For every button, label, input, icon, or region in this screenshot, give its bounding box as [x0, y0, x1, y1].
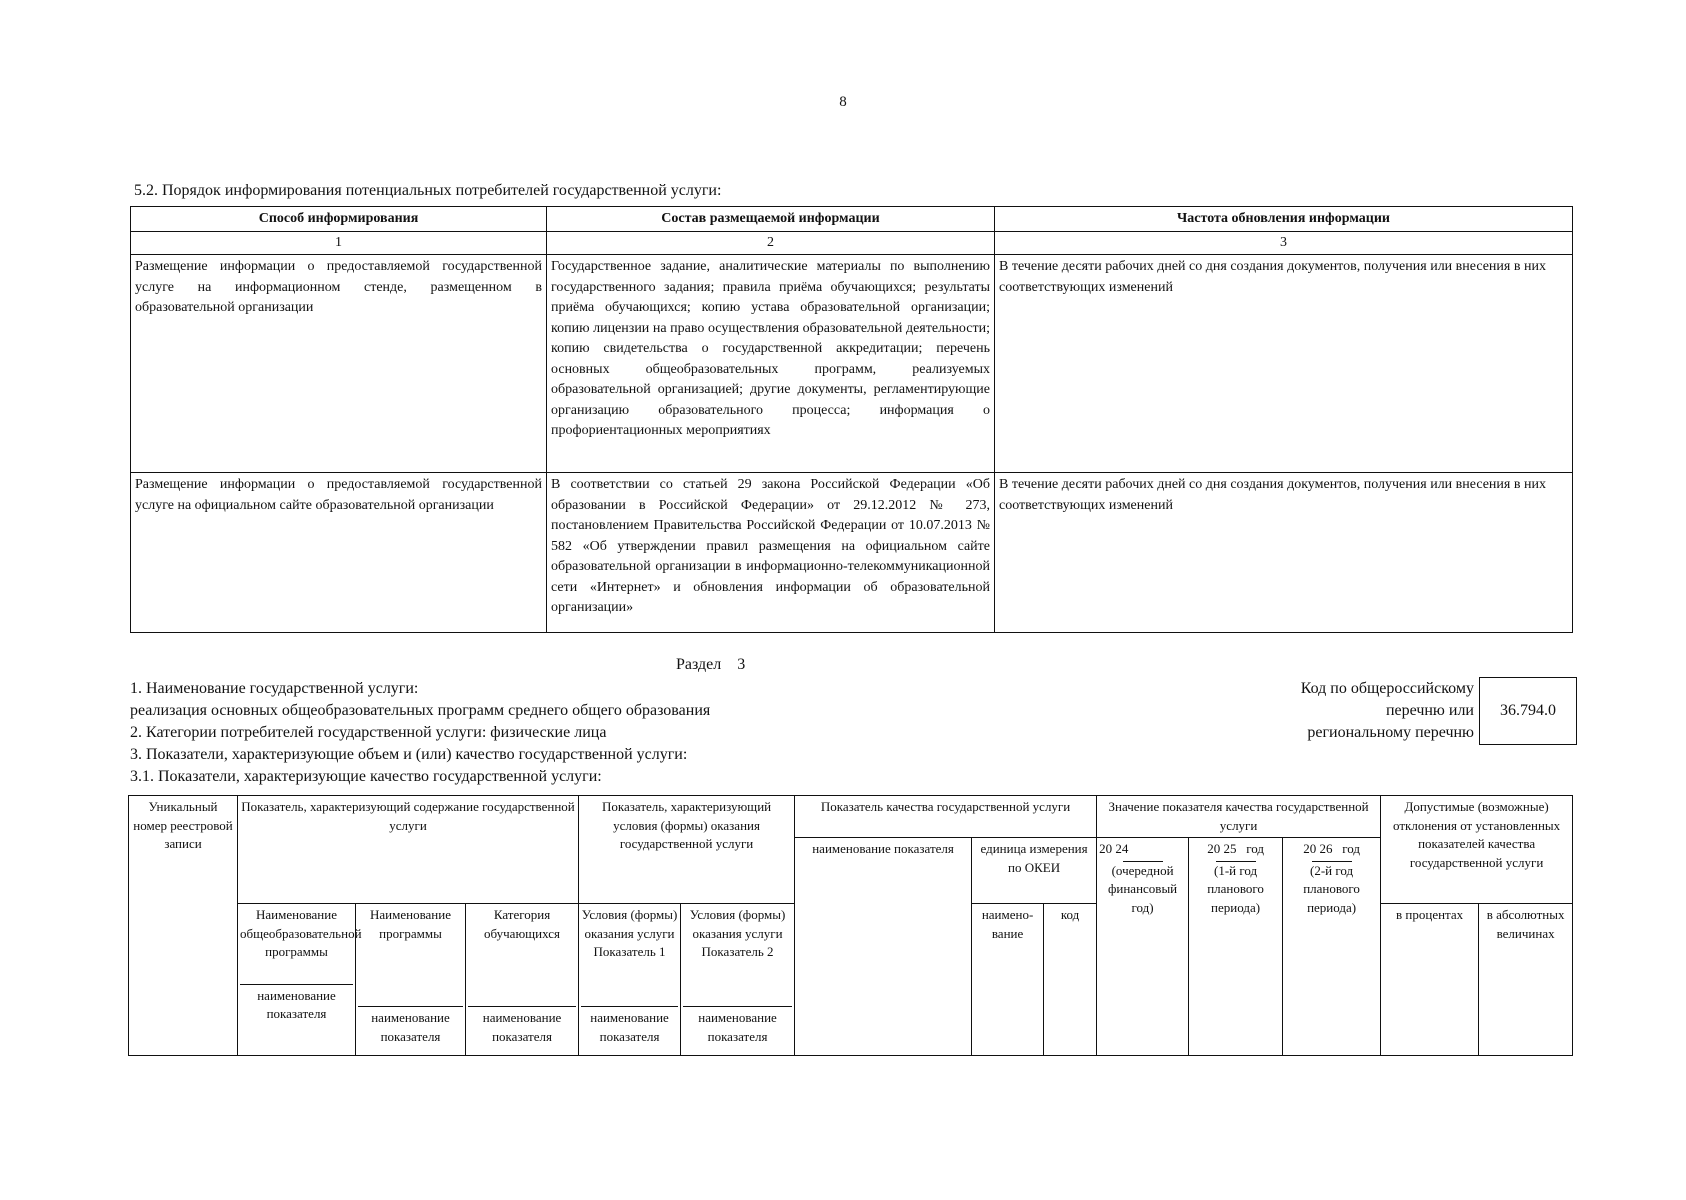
sub-cond1-bottom: наименование показателя [581, 1006, 678, 1046]
indicator-name-header: наименование показателя [795, 838, 972, 1056]
row1-method: Размещение информации о предоставляемой государственной услуге на информационном стенде, размещенном в образовательной организации [131, 255, 547, 473]
quality-indicators-label: 3.1. Показатели, характеризующие качество государственной услуги: [130, 768, 602, 785]
year1-prefix: 20 [1099, 841, 1113, 856]
sub-category-text: Категория обучающихся [484, 907, 560, 941]
sub-program-header [238, 904, 362, 1056]
sub-program-name-header [356, 904, 466, 1056]
sub-program-bottom: наименование показателя [240, 984, 353, 1024]
row2-frequency: В течение десяти рабочих дней со дня создания документов, получения или внесения в них соответствующих изменений [995, 473, 1573, 633]
service-name-label: 1. Наименование государственной услуги: [130, 680, 419, 697]
unit-code-header: код [1044, 904, 1097, 1056]
year2-desc: (1-й год планового периода) [1207, 862, 1264, 915]
year1-header [1097, 838, 1189, 1056]
row1-frequency: В течение десяти рабочих дней со дня создания документов, получения или внесения в них соответствующих изменений [995, 255, 1573, 473]
col-number-3: 3 [995, 232, 1573, 255]
code-label-1: Код по общероссийскому [1300, 680, 1474, 697]
header-content: Состав размещаемой информации [547, 207, 995, 232]
sub-cond2-text: Условия (формы) оказания услуги Показатель 2 [689, 907, 786, 959]
unique-number-header: Уникальный номер реестровой записи [129, 796, 238, 1056]
sub-category-header [466, 904, 579, 1056]
service-name-value: реализация основных общеобразовательных программ среднего общего образования [130, 702, 711, 719]
informing-table [130, 206, 1573, 633]
sub-program-text: Наименование общеобразовательной программы [240, 907, 362, 959]
conditions-indicator-header: Показатель, характеризующий условия (формы) оказания государственной услуги [579, 796, 795, 904]
unit-name-header: наимено-вание [972, 904, 1044, 1056]
indicators-label: 3. Показатели, характеризующие объем и (или) качество государственной услуги: [130, 746, 688, 763]
header-frequency: Частота обновления информации [995, 207, 1573, 232]
quality-table [128, 795, 1573, 1056]
sub-cond1-header [579, 904, 681, 1056]
sub-cond1-text: Условия (формы) оказания услуги Показатель 1 [581, 907, 678, 959]
year3-prefix: 20 [1303, 841, 1317, 856]
year3-suffix: год [1342, 841, 1360, 856]
content-indicator-header: Показатель, характеризующий содержание государственной услуги [238, 796, 579, 904]
row1-content: Государственное задание, аналитические материалы по выполнению государственного задания; правила приёма обучающихся; результаты приёма обучающихся; копию устава образовательной организации; копию лицензии на право осуществления образовательной деятельности; копию свидетельства о государственной аккредитации; перечень основных общеобразовательных программ, реализуемых образовательной организацией; другие документы, регламентирующие организацию образовательного процесса; информация о профориентационных мероприятиях [547, 255, 995, 473]
consumer-categories: 2. Категории потребителей государственной услуги: физические лица [130, 724, 607, 741]
code-label-2: перечню или [1385, 702, 1474, 719]
page-number: 8 [839, 94, 847, 110]
table-row [131, 255, 1573, 473]
section-number: 3 [737, 656, 746, 673]
section-5-2-title: 5.2. Порядок информирования потенциальных потребителей государственной услуги: [134, 182, 722, 199]
row2-method: Размещение информации о предоставляемой государственной услуге на официальном сайте образовательной организации [131, 473, 547, 633]
header-method: Способ информирования [131, 207, 547, 232]
sub-program-name-bottom: наименование показателя [358, 1006, 463, 1046]
year3-value: 26 [1319, 841, 1333, 856]
section-label [676, 656, 745, 674]
year2-value: 25 [1223, 841, 1237, 856]
section-label-text: Раздел [676, 656, 722, 673]
sub-cond2-bottom: наименование показателя [683, 1006, 792, 1046]
year2-suffix: год [1246, 841, 1264, 856]
quality-indicator-header: Показатель качества государственной услуги [795, 796, 1097, 838]
year1-desc: (очередной финансовый год) [1107, 862, 1178, 915]
code-label-3: региональному перечню [1307, 724, 1474, 741]
unit-header: единица измерения по ОКЕИ [972, 838, 1097, 904]
deviations-header: Допустимые (возможные) отклонения от установленных показателей качества государственной услуги [1381, 796, 1573, 904]
code-value-box: 36.794.0 [1479, 677, 1577, 745]
in-percent-header: в процентах [1381, 904, 1479, 1056]
sub-program-name-text: Наименование программы [370, 907, 451, 941]
year2-prefix: 20 [1207, 841, 1221, 856]
year1-value: 24 [1115, 841, 1129, 856]
table-row [131, 473, 1573, 633]
sub-category-bottom: наименование показателя [468, 1006, 576, 1046]
year3-desc: (2-й год планового периода) [1303, 862, 1360, 915]
row2-content: В соответствии со статьей 29 закона Российской Федерации «Об образовании в Российской Федерации» от 29.12.2012 № 273, постановлением Правительства Российской Федерации от 10.07.2013 № 582 «Об утверждении правил размещения на официальном сайте образовательной организации в информационно-телекоммуникационной сети «Интернет» и обновления информации об образовательной организации» [547, 473, 995, 633]
year3-header [1283, 838, 1381, 1056]
in-absolute-header: в абсолютных величинах [1479, 904, 1573, 1056]
year2-header [1189, 838, 1283, 1056]
col-number-2: 2 [547, 232, 995, 255]
quality-value-header: Значение показателя качества государственной услуги [1097, 796, 1381, 838]
col-number-1: 1 [131, 232, 547, 255]
sub-cond2-header [681, 904, 795, 1056]
